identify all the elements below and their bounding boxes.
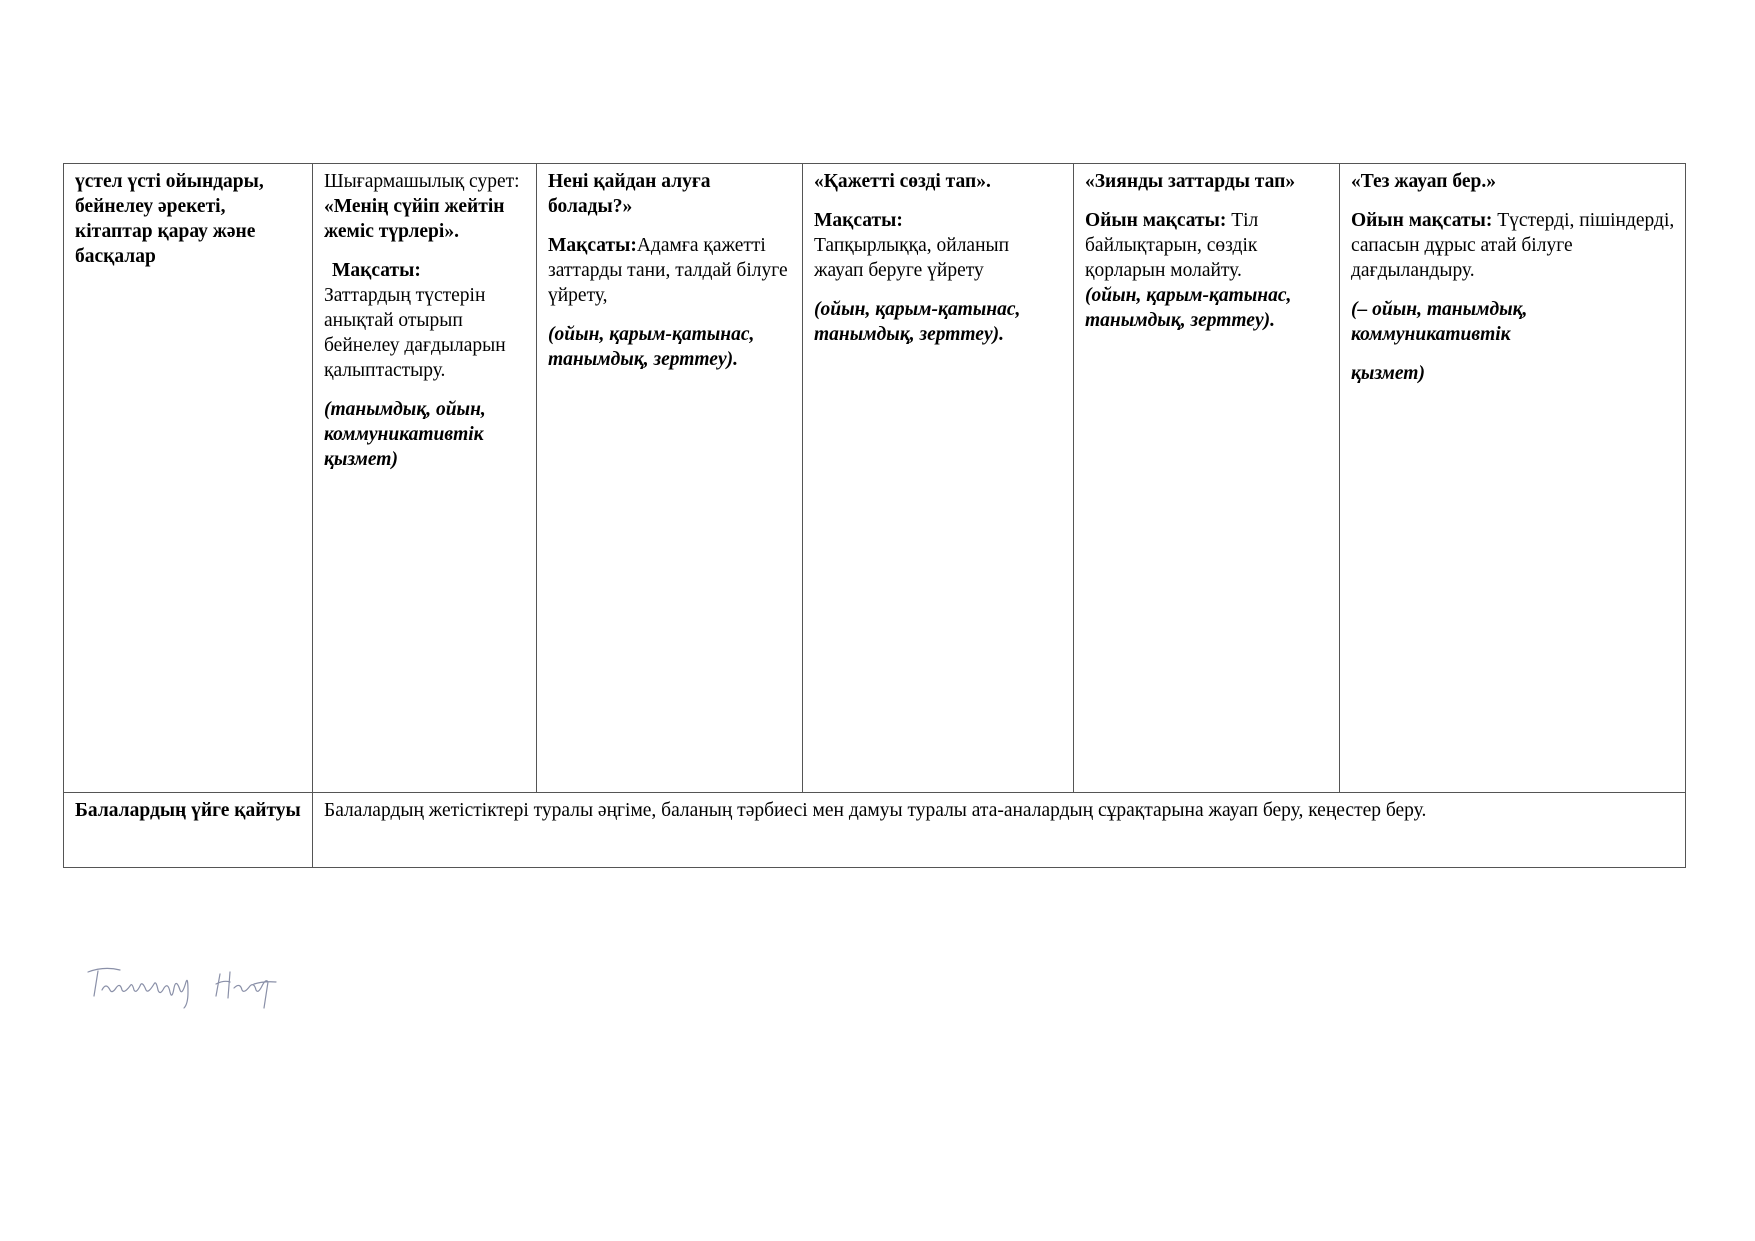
table-row xyxy=(64,793,1686,868)
goal-text: Түстерді, пішіндерді, сапасын дұрыс атай білуге дағдыландыру. xyxy=(1351,210,1675,281)
handwritten-signature xyxy=(84,964,294,1024)
plan-cell-1 xyxy=(313,164,537,793)
signature-strokes xyxy=(88,968,276,1008)
plan-title: Нені қайдан алуға болады?» xyxy=(548,171,711,217)
activity-label: үстел үсті ойындары, бейнелеу әрекеті, кітаптар қарау және басқалар xyxy=(75,171,264,267)
goal-paragraph xyxy=(548,233,792,308)
activities-text: (ойын, қарым-қатынас, танымдық, зерттеу). xyxy=(1085,285,1292,331)
plan-title-bold: «Менің сүйіп жейтін жеміс түрлері». xyxy=(324,196,505,242)
plan-title: «Тез жауап бер.» xyxy=(1351,171,1496,192)
goal-text: Заттардың түстерін анықтай отырып бейнелеу дағдыларын қалыптастыру. xyxy=(324,285,506,381)
plan-cell-4 xyxy=(1074,164,1340,793)
goal-paragraph xyxy=(1351,208,1675,283)
daily-plan-table xyxy=(63,163,1686,868)
activities-text: (ойын, қарым-қатынас, танымдық, зерттеу). xyxy=(814,299,1021,345)
plan-cell-wide xyxy=(313,793,1686,868)
goal-label: Ойын мақсаты: xyxy=(1085,210,1227,231)
signature-icon xyxy=(84,964,294,1024)
plan-text: Балалардың жетістіктері туралы әңгіме, баланың тәрбиесі мен дамуы туралы ата-аналардың сұрақтарына жауап беру, кеңестер беру. xyxy=(324,800,1427,821)
activity-cell xyxy=(64,164,313,793)
activities-text: (ойын, қарым-қатынас, танымдық, зерттеу). xyxy=(548,324,755,370)
activity-label: Балалардың үйге қайтуы xyxy=(75,800,301,821)
activities-text-end: қызмет) xyxy=(1351,363,1425,384)
activities-text: (– ойын, танымдық, коммуникативтік xyxy=(1351,299,1528,345)
plan-title: «Зиянды заттарды тап» xyxy=(1085,171,1296,192)
goal-text: Тапқырлыққа, ойланып жауап беруге үйрету xyxy=(814,235,1010,281)
goal-label: Мақсаты: xyxy=(814,210,903,231)
plan-title xyxy=(324,169,526,244)
goal-label: Ойын мақсаты: xyxy=(1351,210,1493,231)
plan-intro: Шығармашылық сурет: xyxy=(324,171,520,192)
goal-text: Адамға қажетті заттарды тани, талдай білуге үйрету, xyxy=(548,235,788,306)
table-row xyxy=(64,164,1686,793)
goal-label: Мақсаты: xyxy=(332,260,421,281)
activities-text: (танымдық, ойын, коммуникативтік қызмет) xyxy=(324,399,486,470)
plan-cell-3 xyxy=(803,164,1074,793)
goal-text: Тіл байлықтарын, сөздік қорларын молайту. xyxy=(1085,210,1259,281)
goal-paragraph xyxy=(1085,208,1329,283)
plan-title: «Қажетті сөзді тап». xyxy=(814,171,991,192)
goal-label: Мақсаты: xyxy=(548,235,637,256)
plan-cell-2 xyxy=(537,164,803,793)
plan-cell-5 xyxy=(1340,164,1686,793)
activity-cell xyxy=(64,793,313,868)
